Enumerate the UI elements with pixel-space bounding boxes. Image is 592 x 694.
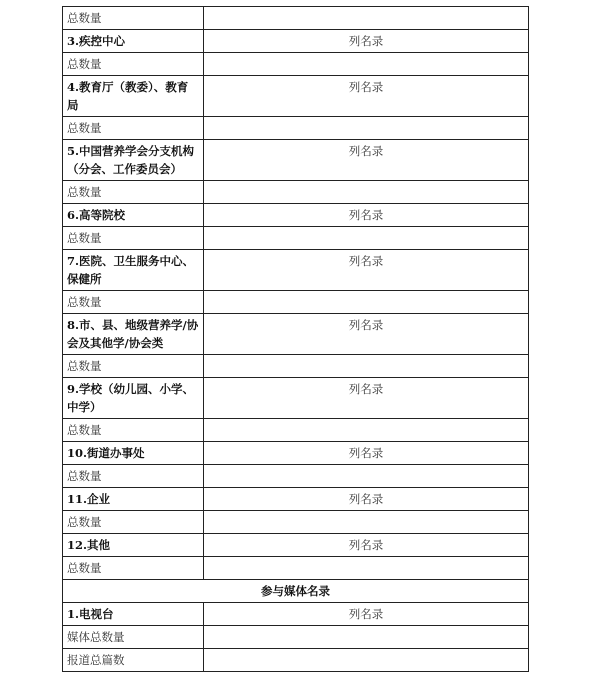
total-value-cell[interactable] (204, 53, 529, 76)
total-label: 总数量 (63, 511, 204, 534)
total-label: 总数量 (63, 355, 204, 378)
total-label: 媒体总数量 (63, 626, 204, 649)
category-row (63, 488, 529, 511)
total-label: 总数量 (63, 291, 204, 314)
category-label: 1.电视台 (63, 603, 204, 626)
total-row (63, 557, 529, 580)
total-label: 总数量 (63, 7, 204, 30)
roster-cell[interactable]: 列名录 (204, 140, 529, 181)
total-value-cell[interactable] (204, 117, 529, 140)
total-row (63, 511, 529, 534)
category-row (63, 76, 529, 117)
total-row (63, 626, 529, 649)
section-header-row (63, 580, 529, 603)
total-value-cell[interactable] (204, 465, 529, 488)
total-label: 总数量 (63, 557, 204, 580)
category-label: 11.企业 (63, 488, 204, 511)
category-row (63, 314, 529, 355)
total-row (63, 227, 529, 250)
total-row (63, 181, 529, 204)
total-value-cell[interactable] (204, 649, 529, 672)
category-row (63, 534, 529, 557)
participation-form-table (62, 6, 529, 672)
category-label: 6.高等院校 (63, 204, 204, 227)
total-value-cell[interactable] (204, 355, 529, 378)
roster-cell[interactable]: 列名录 (204, 488, 529, 511)
total-row (63, 53, 529, 76)
total-value-cell[interactable] (204, 227, 529, 250)
category-label: 12.其他 (63, 534, 204, 557)
category-row (63, 30, 529, 53)
category-label: 7.医院、卫生服务中心、保健所 (63, 250, 204, 291)
category-label: 4.教育厅（教委）、教育局 (63, 76, 204, 117)
section-title: 参与媒体名录 (63, 580, 529, 603)
roster-cell[interactable]: 列名录 (204, 378, 529, 419)
form-table-body (63, 7, 529, 672)
total-label: 总数量 (63, 419, 204, 442)
total-label: 总数量 (63, 227, 204, 250)
total-row (63, 117, 529, 140)
total-value-cell[interactable] (204, 7, 529, 30)
category-row (63, 140, 529, 181)
category-label: 10.街道办事处 (63, 442, 204, 465)
total-row (63, 291, 529, 314)
total-label: 总数量 (63, 465, 204, 488)
total-row (63, 355, 529, 378)
roster-cell[interactable]: 列名录 (204, 76, 529, 117)
roster-cell[interactable]: 列名录 (204, 204, 529, 227)
roster-cell[interactable]: 列名录 (204, 30, 529, 53)
category-label: 5.中国营养学会分支机构（分会、工作委员会） (63, 140, 204, 181)
total-value-cell[interactable] (204, 419, 529, 442)
total-value-cell[interactable] (204, 181, 529, 204)
total-label: 总数量 (63, 53, 204, 76)
total-value-cell[interactable] (204, 557, 529, 580)
category-label: 9.学校（幼儿园、小学、中学） (63, 378, 204, 419)
roster-cell[interactable]: 列名录 (204, 534, 529, 557)
form-sheet (62, 6, 528, 672)
roster-cell[interactable]: 列名录 (204, 314, 529, 355)
category-row (63, 603, 529, 626)
total-label: 报道总篇数 (63, 649, 204, 672)
total-row (63, 465, 529, 488)
total-label: 总数量 (63, 181, 204, 204)
total-row (63, 419, 529, 442)
total-value-cell[interactable] (204, 626, 529, 649)
category-row (63, 442, 529, 465)
category-label: 8.市、县、地级营养学/协会及其他学/协会类 (63, 314, 204, 355)
category-row (63, 250, 529, 291)
total-label: 总数量 (63, 117, 204, 140)
category-label: 3.疾控中心 (63, 30, 204, 53)
total-value-cell[interactable] (204, 291, 529, 314)
total-row (63, 649, 529, 672)
roster-cell[interactable]: 列名录 (204, 603, 529, 626)
roster-cell[interactable]: 列名录 (204, 442, 529, 465)
category-row (63, 204, 529, 227)
category-row (63, 378, 529, 419)
roster-cell[interactable]: 列名录 (204, 250, 529, 291)
total-value-cell[interactable] (204, 511, 529, 534)
total-row (63, 7, 529, 30)
